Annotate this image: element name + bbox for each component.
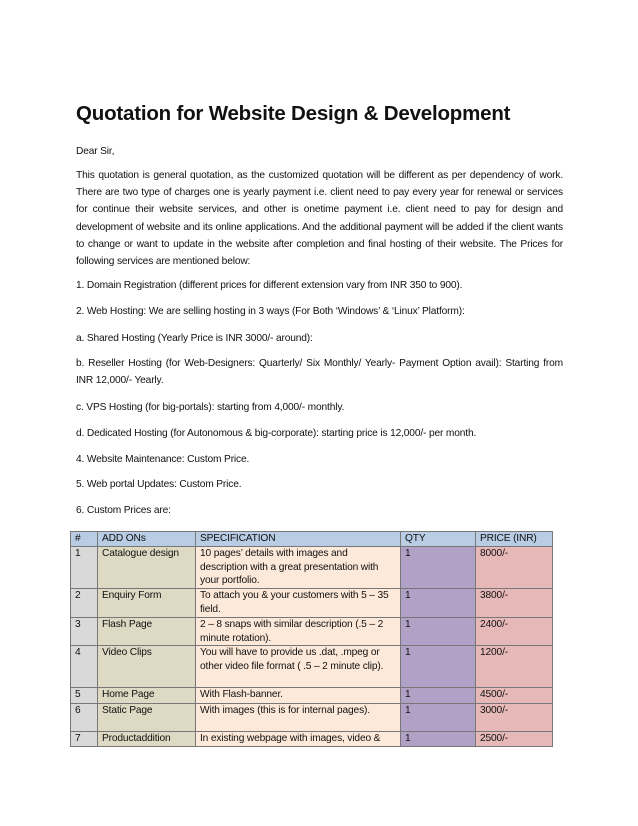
list-item: c. VPS Hosting (for big-portals): starting from 4,000/- monthly. bbox=[76, 402, 345, 413]
custom-prices-table bbox=[70, 531, 553, 747]
cell-num: 4 bbox=[71, 646, 98, 688]
cell-qty: 1 bbox=[401, 732, 476, 747]
table-row bbox=[71, 617, 553, 646]
cell-specification: With Flash-banner. bbox=[196, 688, 401, 704]
greeting: Dear Sir, bbox=[76, 146, 115, 157]
list-item: 1. Domain Registration (different prices for different extension vary from INR 350 to 900). bbox=[76, 280, 463, 291]
header-qty: QTY bbox=[401, 532, 476, 547]
document-title: Quotation for Website Design & Development bbox=[76, 102, 511, 125]
cell-price: 1200/- bbox=[476, 646, 553, 688]
cell-addon: Home Page bbox=[98, 688, 196, 704]
cell-specification: 10 pages’ details with images and description with a great presentation with your portfolio. bbox=[196, 546, 401, 588]
cell-price: 3800/- bbox=[476, 589, 553, 618]
cell-qty: 1 bbox=[401, 688, 476, 704]
cell-price: 8000/- bbox=[476, 546, 553, 588]
cell-qty: 1 bbox=[401, 546, 476, 588]
cell-num: 3 bbox=[71, 617, 98, 646]
cell-num: 5 bbox=[71, 688, 98, 704]
cell-num: 2 bbox=[71, 589, 98, 618]
cell-addon: Productaddition bbox=[98, 732, 196, 747]
cell-addon: Static Page bbox=[98, 704, 196, 732]
cell-price: 3000/- bbox=[476, 704, 553, 732]
cell-num: 6 bbox=[71, 704, 98, 732]
cell-specification: With images (this is for internal pages). bbox=[196, 704, 401, 732]
cell-specification: 2 – 8 snaps with similar description (.5 – 2 minute rotation). bbox=[196, 617, 401, 646]
table-row bbox=[71, 732, 553, 747]
table-row bbox=[71, 589, 553, 618]
cell-specification: You will have to provide us .dat, .mpeg or other video file format ( .5 – 2 minute clip). bbox=[196, 646, 401, 688]
cell-addon: Video Clips bbox=[98, 646, 196, 688]
cell-qty: 1 bbox=[401, 704, 476, 732]
table-header-row bbox=[71, 532, 553, 547]
cell-addon: Catalogue design bbox=[98, 546, 196, 588]
list-item: 5. Web portal Updates: Custom Price. bbox=[76, 479, 242, 490]
header-specification: SPECIFICATION bbox=[196, 532, 401, 547]
table-row bbox=[71, 646, 553, 688]
header-num: # bbox=[71, 532, 98, 547]
table-row bbox=[71, 546, 553, 588]
intro-paragraph: This quotation is general quotation, as the customized quotation will be different as per dependency of work. There are two type of charges one is yearly payment i.e. client need to pay every year for renewal or services for continue their website services, and other is onetime payment i.e. client need to pay for design and development of website and its online applications. And the additional payment will be added if the client wants to change or want to update in the website after completion and final hosting of their website. The Prices for following services are mentioned below: bbox=[76, 170, 563, 268]
list-item: d. Dedicated Hosting (for Autonomous & big-corporate): starting price is 12,000/- per month. bbox=[76, 428, 477, 439]
cell-specification: In existing webpage with images, video & bbox=[196, 732, 401, 747]
cell-price: 4500/- bbox=[476, 688, 553, 704]
cell-addon: Flash Page bbox=[98, 617, 196, 646]
cell-num: 7 bbox=[71, 732, 98, 747]
list-item: a. Shared Hosting (Yearly Price is INR 3000/- around): bbox=[76, 333, 313, 344]
cell-price: 2400/- bbox=[476, 617, 553, 646]
list-item: 6. Custom Prices are: bbox=[76, 505, 171, 516]
cell-addon: Enquiry Form bbox=[98, 589, 196, 618]
cell-qty: 1 bbox=[401, 646, 476, 688]
cell-num: 1 bbox=[71, 546, 98, 588]
list-item: 2. Web Hosting: We are selling hosting in 3 ways (For Both ‘Windows’ & ‘Linux’ Platform): bbox=[76, 306, 465, 317]
cell-specification: To attach you & your customers with 5 – 35 field. bbox=[196, 589, 401, 618]
header-addons: ADD ONs bbox=[98, 532, 196, 547]
header-price: PRICE (INR) bbox=[476, 532, 553, 547]
cell-qty: 1 bbox=[401, 617, 476, 646]
list-item: 4. Website Maintenance: Custom Price. bbox=[76, 454, 250, 465]
table-row bbox=[71, 688, 553, 704]
cell-qty: 1 bbox=[401, 589, 476, 618]
list-item: b. Reseller Hosting (for Web-Designers: Quarterly/ Six Monthly/ Yearly- Payment Option avail): Starting from INR 12,000/- Yearly. bbox=[76, 358, 563, 387]
cell-price: 2500/- bbox=[476, 732, 553, 747]
table-row bbox=[71, 704, 553, 732]
